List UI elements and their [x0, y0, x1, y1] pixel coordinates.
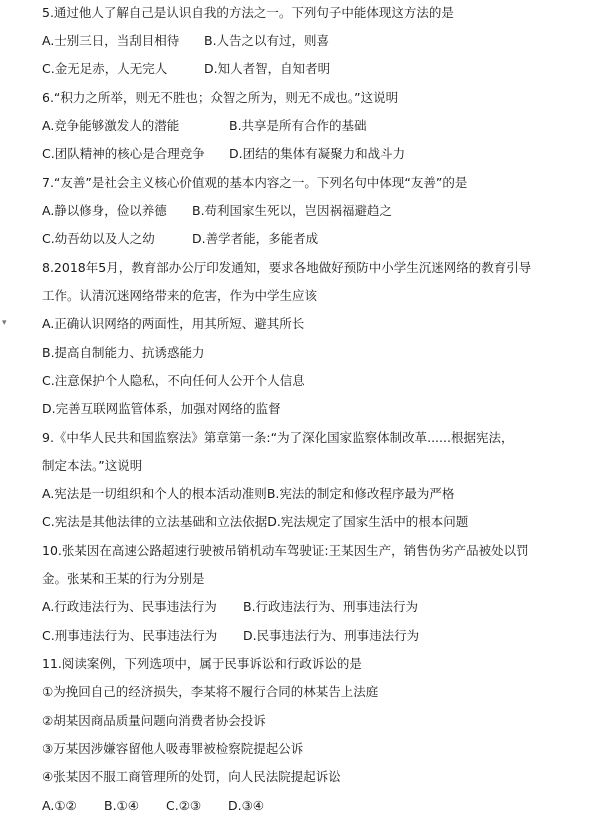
- question-5-stem: 5.通过他人了解自己是认识自我的方法之一。下列句子中能体现这方法的是: [42, 5, 454, 20]
- question-11-option-b: B.①④: [104, 798, 139, 813]
- question-11-case-2: ②胡某因商品质量问题向消费者协会投诉: [42, 713, 266, 728]
- question-6-stem: 6.“积力之所举，则无不胜也；众智之所为，则无不成也。”这说明: [42, 90, 399, 105]
- question-11-options: [42, 796, 264, 816]
- question-7-option-c: C.幼吾幼以及人之幼: [42, 231, 155, 246]
- question-5-option-d: D.知人者智，自知者明: [204, 61, 331, 76]
- question-6-option-b: B.共享是所有合作的基础: [229, 118, 367, 133]
- question-10-options-row-1: [42, 597, 418, 617]
- question-9-stem-line-1: 9.《中华人民共和国监察法》第章第一条:“为了深化国家监察体制改革......根据宪法，: [42, 430, 514, 445]
- question-10-stem-line-2: 金。张某和王某的行为分别是: [42, 571, 205, 586]
- question-10-option-a: A.行政违法行为、民事违法行为: [42, 599, 217, 614]
- question-8-stem-line-2: 工作。认清沉迷网络带来的危害，作为中学生应该: [42, 288, 318, 303]
- question-10-option-c: C.刑事违法行为、民事违法行为: [42, 628, 218, 643]
- question-7-option-d: D.善学者能，多能者成: [192, 231, 319, 246]
- question-6-options-row-1: [42, 116, 367, 136]
- question-11-case-4: ④张某因不服工商管理所的处罚，向人民法院提起诉讼: [42, 769, 341, 784]
- question-11-option-c: C.②③: [166, 798, 202, 813]
- question-11-stem: 11.阅读案例，下列选项中，属于民事诉讼和行政诉讼的是: [42, 656, 362, 671]
- margin-marker-icon: ▾: [2, 318, 7, 328]
- question-9-option-d: D.宪法规定了国家生活中的根本问题: [267, 514, 469, 529]
- question-5-option-a: A.士别三日，当刮目相待: [42, 33, 180, 48]
- question-8-option-a: A.正确认识网络的两面性，用其所短、避其所长: [42, 316, 305, 331]
- question-9-options-row-1: [42, 484, 454, 504]
- question-8-option-b: B.提高自制能力、抗诱惑能力: [42, 345, 205, 360]
- question-8-option-c: C.注意保护个人隐私，不向任何人公开个人信息: [42, 373, 305, 388]
- question-11-option-a: A.①②: [42, 798, 77, 813]
- question-9-options-row-2: [42, 512, 468, 532]
- question-9-option-a: A.宪法是一切组织和个人的根本活动准则: [42, 486, 267, 501]
- question-5-options-row-2: [42, 59, 330, 79]
- question-6-option-a: A.竞争能够激发人的潜能: [42, 118, 180, 133]
- question-10-option-b: B.行政违法行为、刑事违法行为: [243, 599, 419, 614]
- question-6-option-d: D.团结的集体有凝聚力和战斗力: [229, 146, 406, 161]
- question-11-option-d: D.③④: [228, 798, 265, 813]
- question-10-options-row-2: [42, 626, 419, 646]
- question-6-options-row-2: [42, 144, 405, 164]
- question-5-option-b: B.人告之以有过，则喜: [204, 33, 330, 48]
- question-9-option-c: C.宪法是其他法律的立法基础和立法依据: [42, 514, 268, 529]
- question-11-case-3: ③万某因涉嫌容留他人吸毒罪被检察院提起公诉: [42, 741, 304, 756]
- question-8-stem-line-1: 8.2018年5月，教育部办公厅印发通知，要求各地做好预防中小学生沉迷网络的教育引导: [42, 260, 532, 275]
- question-10-option-d: D.民事违法行为、刑事违法行为: [243, 628, 420, 643]
- question-9-stem-line-2: 制定本法。”这说明: [42, 458, 143, 473]
- question-7-options-row-1: [42, 201, 392, 221]
- question-6-option-c: C.团队精神的核心是合理竞争: [42, 146, 205, 161]
- question-7-stem: 7.“友善”是社会主义核心价值观的基本内容之一。下列名句中体现“友善”的是: [42, 175, 468, 190]
- question-10-stem-line-1: 10.张某因在高速公路超速行驶被吊销机动车驾驶证:王某因生产，销售伪劣产品被处以罚: [42, 543, 529, 558]
- question-7-option-a: A.静以修身，俭以养德: [42, 203, 167, 218]
- question-7-options-row-2: [42, 229, 318, 249]
- question-11-case-1: ①为挽回自己的经济损失，李某将不履行合同的林某告上法庭: [42, 684, 379, 699]
- question-5-options-row-1: [42, 31, 329, 51]
- question-5-option-c: C.金无足赤，人无完人: [42, 61, 168, 76]
- question-9-option-b: B.宪法的制定和修改程序最为严格: [266, 486, 455, 501]
- question-7-option-b: B.苟利国家生死以，岂因祸福避趋之: [192, 203, 393, 218]
- question-8-option-d: D.完善互联网监管体系，加强对网络的监督: [42, 401, 281, 416]
